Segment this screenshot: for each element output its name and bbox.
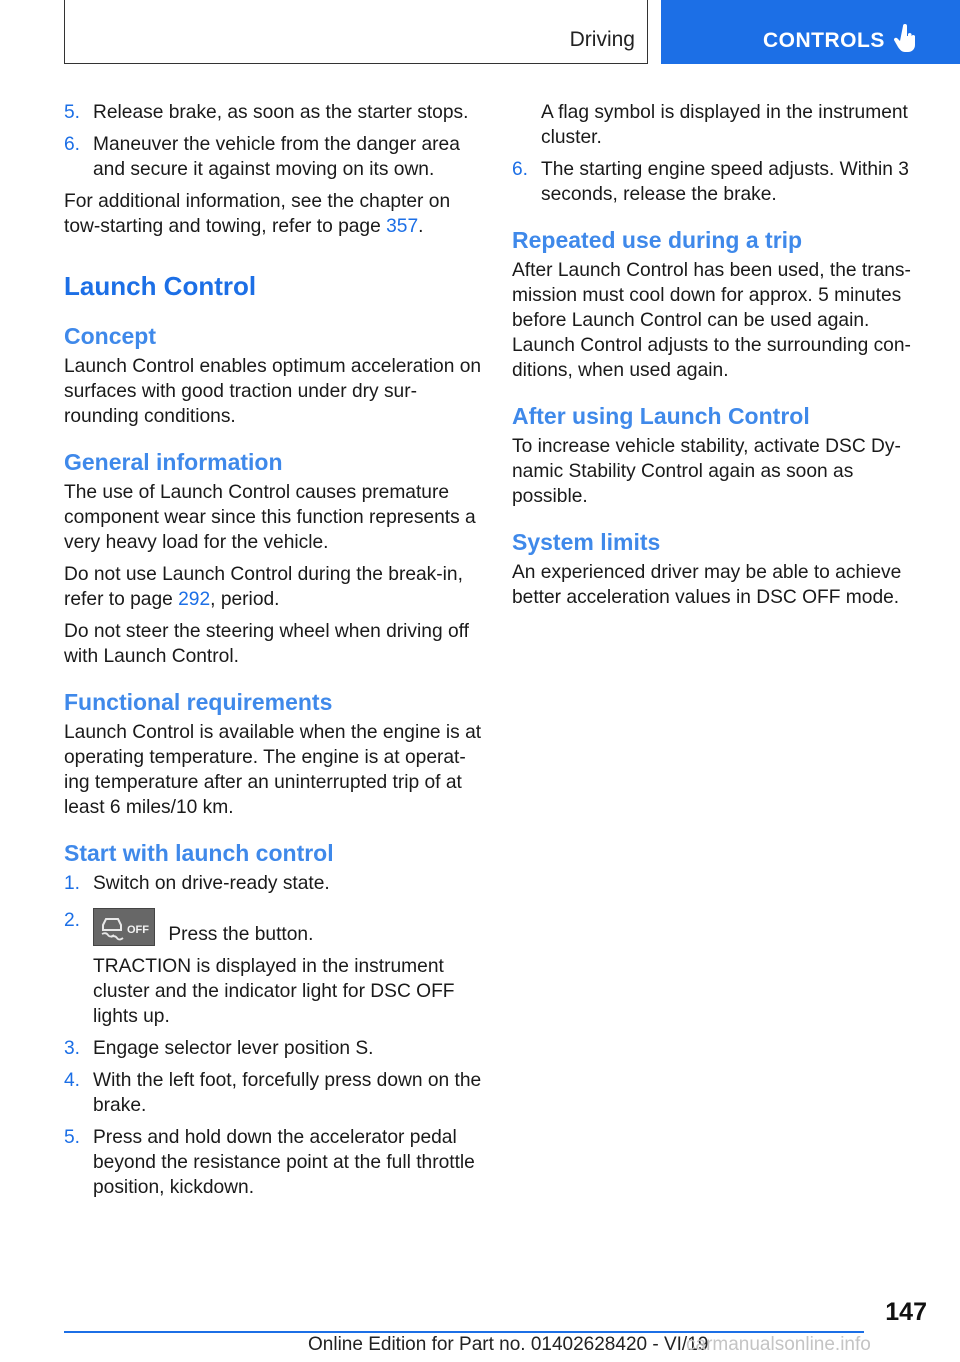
paragraph: Do not steer the steering wheel when driving off with Launch Control. xyxy=(64,621,469,667)
hand-pointer-icon xyxy=(894,24,918,54)
list-continuation: TRACTION is displayed in the instrument cluster and the indicator light for DSC OFF lights up. xyxy=(93,956,455,1027)
list-item xyxy=(64,1068,482,1118)
list-number: 2. xyxy=(64,910,81,931)
list-item xyxy=(64,908,482,947)
list-item xyxy=(64,1036,482,1061)
footer-watermark: carmanualsonline.info xyxy=(686,1334,871,1355)
header-section-box xyxy=(64,0,648,64)
heading-general-information: General information xyxy=(64,449,283,475)
footer-edition: Online Edition for Part no. 01402628420 - VI/19 xyxy=(308,1334,709,1355)
paragraph: After Launch Control has been used, the trans-mission must cool down for approx. 5 minutes before Launch Control can be used again. Launch Control adjusts to the surrounding con-ditions, when used again. xyxy=(512,260,911,381)
list-number: 4. xyxy=(64,1070,81,1091)
header-chapter-box xyxy=(661,0,960,64)
right-column xyxy=(512,100,932,617)
page-link-357[interactable]: 357 xyxy=(386,216,419,237)
list-item xyxy=(64,1125,482,1200)
page-number: 147 xyxy=(885,1298,927,1326)
paragraph: To increase vehicle stability, activate DSC Dy-namic Stability Control again as soon as possible. xyxy=(512,436,901,507)
dsc-off-button-image xyxy=(93,908,155,946)
dsc-off-icon xyxy=(97,912,153,942)
paragraph: Launch Control enables optimum acceleration on surfaces with good traction under dry sur-rounding conditions. xyxy=(64,356,482,427)
heading-repeated-use: Repeated use during a trip xyxy=(512,227,803,253)
list-text: Maneuver the vehicle from the danger area and secure it against moving on its own. xyxy=(93,134,460,180)
list-text: Engage selector lever position S. xyxy=(93,1038,374,1059)
dsc-off-button-label: OFF xyxy=(127,924,149,936)
list-text: The starting engine speed adjusts. Within 3 seconds, release the brake. xyxy=(541,159,909,205)
header-section-title: Driving xyxy=(569,28,635,51)
list-item xyxy=(64,100,482,125)
heading-functional-requirements: Functional requirements xyxy=(64,689,333,715)
paragraph xyxy=(64,562,482,612)
paragraph: The use of Launch Control causes premature component wear since this function represents a very heavy load for the vehicle. xyxy=(64,482,476,553)
list-number: 6. xyxy=(64,134,81,155)
list-number: 6. xyxy=(512,159,529,180)
list-number: 5. xyxy=(64,102,81,123)
paragraph-text: Do not use Launch Control during the break-in, refer to page xyxy=(64,564,463,610)
heading-after-using: After using Launch Control xyxy=(512,403,810,429)
paragraph: An experienced driver may be able to achieve better acceleration values in DSC OFF mode. xyxy=(512,562,902,608)
list-item xyxy=(64,132,482,182)
heading-start-with-launch-control: Start with launch control xyxy=(64,840,334,866)
list-item xyxy=(64,871,482,896)
paragraph xyxy=(64,189,482,239)
list-continuation: A flag symbol is displayed in the instrument cluster. xyxy=(541,102,908,148)
paragraph-text: , period. xyxy=(210,589,280,610)
header-chapter-title: CONTROLS xyxy=(763,29,885,52)
heading-system-limits: System limits xyxy=(512,529,661,555)
left-column xyxy=(64,100,482,1207)
list-text: Press and hold down the accelerator pedal beyond the resistance point at the full throttle position, kickdown. xyxy=(93,1127,475,1198)
list-number: 5. xyxy=(64,1127,81,1148)
paragraph: Launch Control is available when the engine is at operating temperature. The engine is at operat-ing temperature after an uninterrupted trip of at least 6 miles/10 km. xyxy=(64,722,482,818)
list-text: With the left foot, forcefully press down on the brake. xyxy=(93,1070,482,1116)
heading-concept: Concept xyxy=(64,323,156,349)
list-text: Release brake, as soon as the starter stops. xyxy=(93,102,469,123)
list-number: 1. xyxy=(64,873,81,894)
list-text: Press the button. xyxy=(168,924,314,945)
paragraph-text: For additional information, see the chapter on tow-starting and towing, refer to page xyxy=(64,191,451,237)
footer-divider xyxy=(64,1331,864,1333)
paragraph-text: . xyxy=(418,216,424,237)
page-link-292[interactable]: 292 xyxy=(178,589,211,610)
list-item xyxy=(512,157,932,207)
list-text: Switch on drive-ready state. xyxy=(93,873,330,894)
list-number: 3. xyxy=(64,1038,81,1059)
heading-launch-control: Launch Control xyxy=(64,271,257,301)
